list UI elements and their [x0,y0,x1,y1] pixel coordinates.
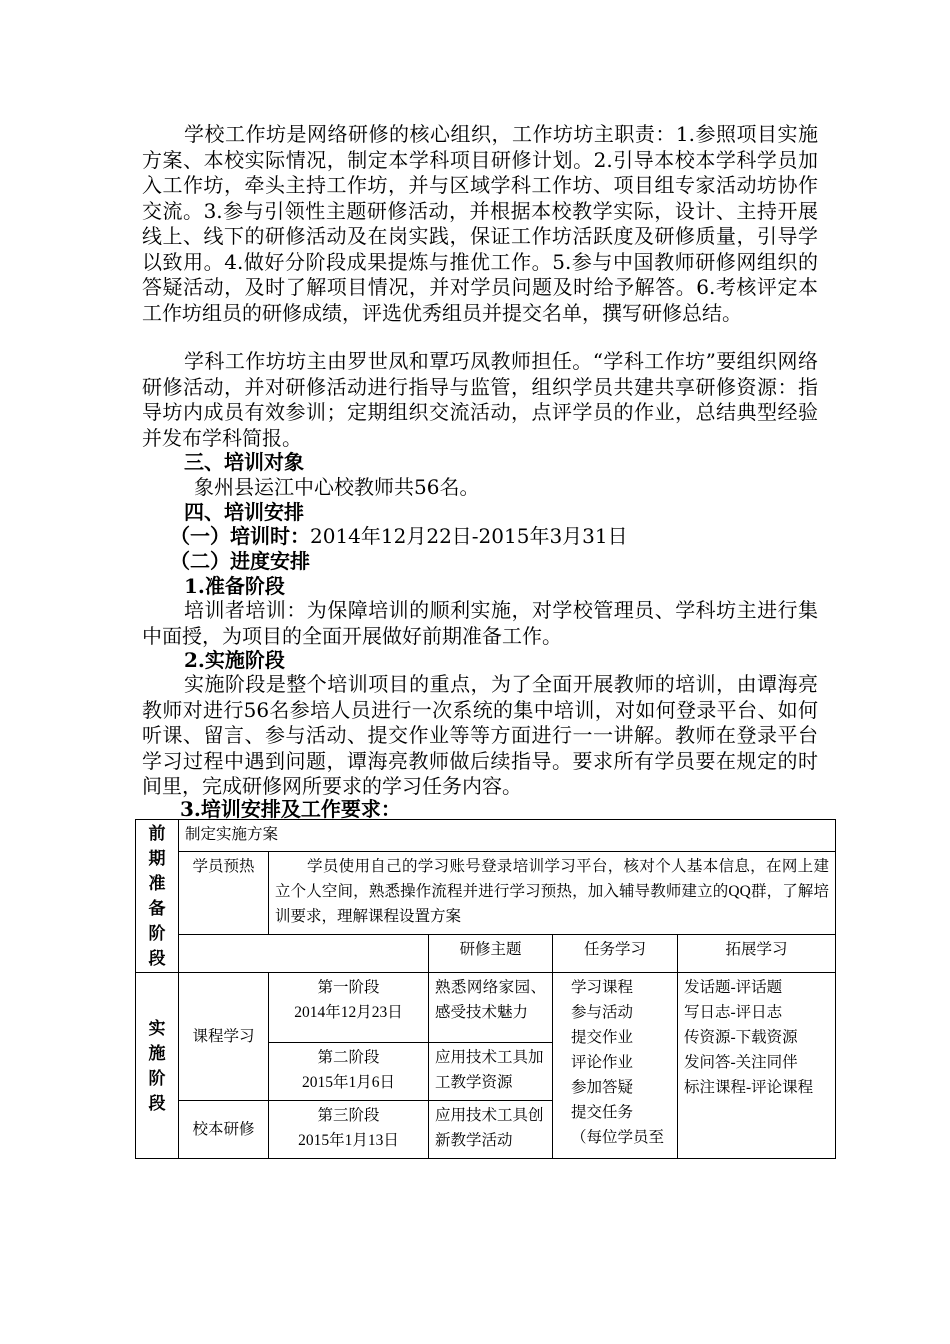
table-row [136,935,836,973]
plan-cell: 制定实施方案 [179,820,836,852]
trainees-text: 象州县运江中心校教师共56名。 [194,475,480,499]
training-time-line [170,524,628,549]
table-row [136,820,836,852]
tasks-cell: 学习课程 参与活动 提交作业 评论作业 参加答疑 提交任务 （每位学员至 [553,973,678,1159]
table-row [136,852,836,935]
extensions-cell: 发话题-评话题 写日志-评日志 传资源-下载资源 发问答-关注同伴 标注课程-评论课程 [678,973,836,1159]
phase3-cell: 第三阶段 2015年1月13日 [269,1101,429,1159]
section-heading-schedule: 四、培训安排 [184,500,304,524]
warmup-text-cell: 学员使用自己的学习账号登录培训学习平台，核对个人基本信息，在网上建立个人空间，熟悉操作流程并进行学习预热，加入辅导教师建立的QQ群，了解培训要求，理解课程设置方案 [269,852,836,935]
prep-stage-text: 培训者培训：为保障培训的顺利实施，对学校管理员、学科坊主进行集中面授，为项目的全面开展做好前期准备工作。 [142,598,818,648]
phase3-theme-cell: 应用技术工具创新教学活动 [429,1101,553,1159]
header-task: 任务学习 [553,935,678,973]
prep-stage-cell: 前期准备阶段 [136,820,179,973]
school-research-cell: 校本研修 [179,1101,269,1159]
phase1-cell: 第一阶段 2014年12月23日 [269,973,429,1043]
training-time-label: （一）培训时： [170,524,310,548]
header-extension: 拓展学习 [678,935,836,973]
progress-heading: （二）进度安排 [170,549,310,573]
warmup-label-cell: 学员预热 [179,852,269,935]
prep-stage-heading: 1.准备阶段 [184,574,285,598]
table-row [136,973,836,1043]
course-study-cell: 课程学习 [179,973,269,1101]
section-heading-trainees: 三、培训对象 [184,450,304,474]
phase1-theme-cell: 熟悉网络家园、感受技术魅力 [429,973,553,1043]
header-theme: 研修主题 [429,935,553,973]
impl-stage-heading: 2.实施阶段 [184,648,285,672]
paragraph-workshop-duties: 学校工作坊是网络研修的核心组织，工作坊坊主职责：1.参照项目实施方案、本校实际情况，制定本学科项目研修计划。2.引导本校本学科学员加入工作坊，牵头主持工作坊，并与区域学科工作坊、项目组专家活动坊协作交流。3.参与引领性主题研修活动，并根据本校教学实际，设计、主持开展线上、线下的研修活动及在岗实践，保证工作坊活跃度及研修质量，引导学以致用。4.做好分阶段成果提炼与推优工作。5.参与中国教师研修网组织的答疑活动，及时了解项目情况，并对学员问题及时给予解答。6.考核评定本工作坊组员的研修成绩，评选优秀组员并提交名单，撰写研修总结。 [142,122,818,325]
paragraph-subject-workshop: 学科工作坊坊主由罗世凤和覃巧凤教师担任。“学科工作坊”要组织网络研修活动，并对研修活动进行指导与监管，组织学员共建共享研修资源：指导坊内成员有效参训；定期组织交流活动，点评学员的作业，总结典型经验并发布学科简报。 [142,349,818,450]
phase2-cell: 第二阶段 2015年1月6日 [269,1043,429,1101]
training-time-value: 2014年12月22日-2015年3月31日 [310,524,628,548]
arrangement-heading: 3.培训安排及工作要求： [180,797,401,821]
phase2-theme-cell: 应用技术工具加工教学资源 [429,1043,553,1101]
empty-cell [179,935,429,973]
impl-stage-text: 实施阶段是整个培训项目的重点，为了全面开展教师的培训，由谭海亮教师对进行56名参培人员进行一次系统的集中培训，对如何登录平台、如何听课、留言、参与活动、提交作业等等方面进行一一讲解。教师在登录平台学习过程中遇到问题，谭海亮教师做后续指导。要求所有学员要在规定的时间里，完成研修网所要求的学习任务内容。 [142,672,818,798]
schedule-table [135,819,836,1159]
impl-stage-cell: 实施阶段 [136,973,179,1159]
